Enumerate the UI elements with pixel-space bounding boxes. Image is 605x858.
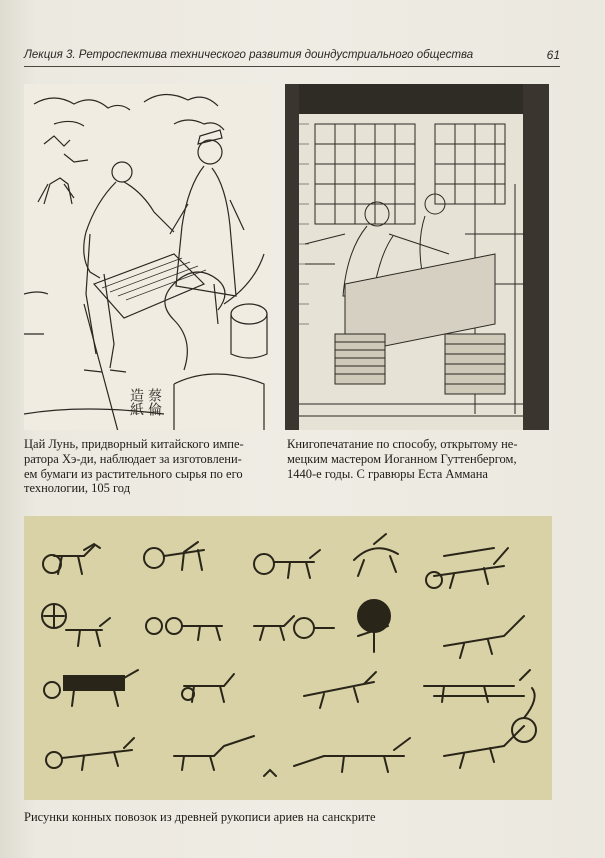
caption-line: Цай Лунь, придворный китайского импе- xyxy=(24,437,244,451)
paper-making-illustration xyxy=(24,84,270,430)
printing-press-drawing xyxy=(285,84,549,430)
caption-line: 1440-е годы. С гравюры Еста Аммана xyxy=(287,466,488,481)
stamp-text-1: 造紙 xyxy=(128,388,144,416)
chariot-drawings xyxy=(24,516,552,800)
printing-press-caption xyxy=(287,437,549,481)
caption-line: мецким мастером Иоганном Гуттенбергом, xyxy=(287,451,517,466)
caption-line: Книгопечатание по способу, открытому не- xyxy=(287,437,518,451)
paper-making-drawing xyxy=(24,84,270,430)
caption-line: Рисунки конных повозок из древней рукописи ариев на санскрите xyxy=(24,810,376,824)
chariot-drawings-caption xyxy=(24,810,552,825)
caption-line: ем бумаги из растительного сырья по его xyxy=(24,466,243,481)
page-number: 61 xyxy=(546,48,560,62)
stamp-text-2: 蔡倫 xyxy=(146,388,162,416)
printing-press-engraving xyxy=(285,84,549,430)
chariot-sketches xyxy=(24,516,552,800)
chapter-title: Лекция 3. Ретроспектива технического развития доиндустриального общества xyxy=(24,49,474,61)
caption-line: ратора Хэ-ди, наблюдает за изготовлени- xyxy=(24,451,242,466)
paper-making-caption xyxy=(24,437,274,496)
caption-line: технологии, 105 год xyxy=(24,481,131,496)
running-header xyxy=(24,48,560,67)
